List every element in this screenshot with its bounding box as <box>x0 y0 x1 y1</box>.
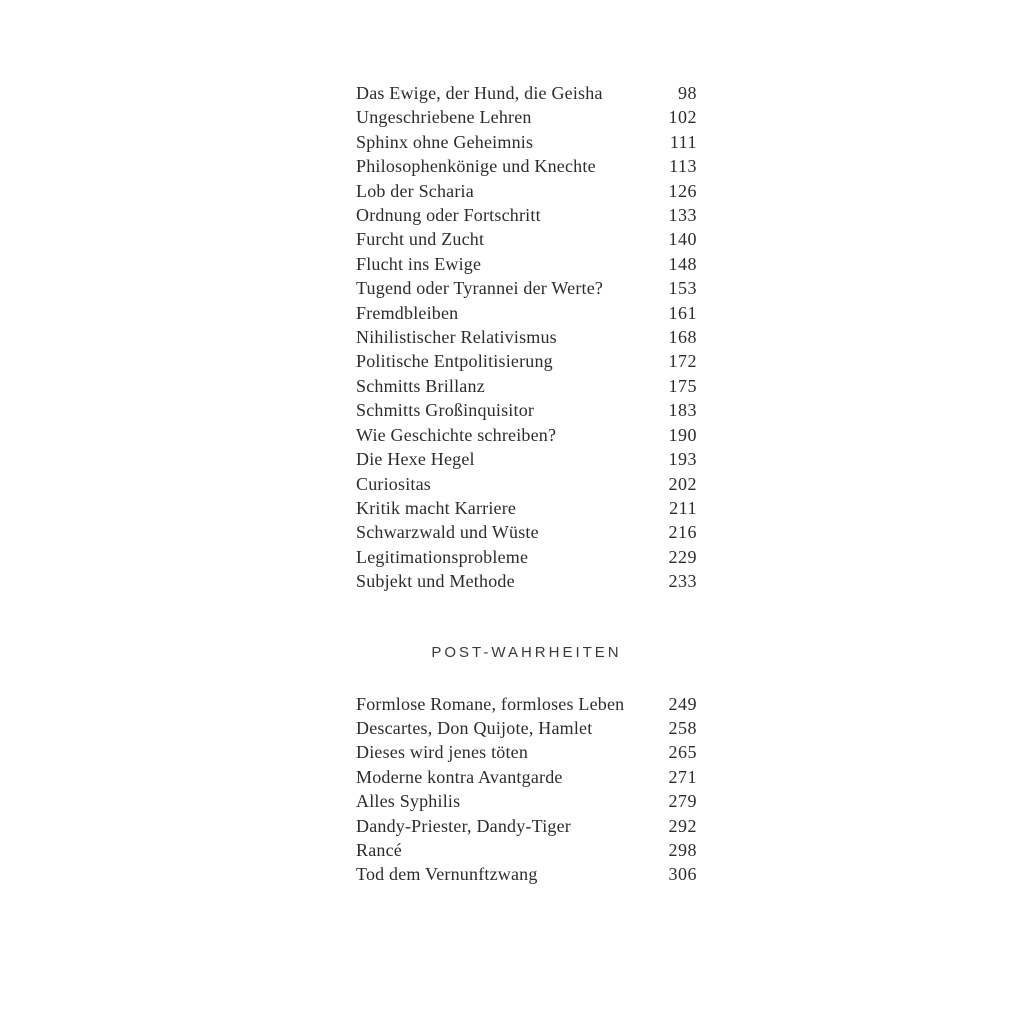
entry-title: Philosophenkönige und Knechte <box>356 156 596 177</box>
entry-title: Curiositas <box>356 473 432 494</box>
toc-entry <box>356 203 697 227</box>
entry-title: Alles Syphilis <box>356 791 461 812</box>
entry-page-number: 249 <box>668 693 697 714</box>
toc-entry <box>356 692 697 716</box>
toc-entry <box>356 105 697 129</box>
toc-entry <box>356 154 697 178</box>
entry-page-number: 168 <box>668 327 697 348</box>
entry-page-number: 292 <box>668 815 697 836</box>
entry-page-number: 216 <box>668 522 697 543</box>
entry-title: Ordnung oder Fortschritt <box>356 205 541 226</box>
toc-entry <box>356 496 697 520</box>
entry-page-number: 258 <box>668 717 697 738</box>
entry-page-number: 133 <box>668 205 697 226</box>
table-of-contents <box>356 81 697 887</box>
entry-page-number: 265 <box>668 742 697 763</box>
entry-title: Politische Entpolitisierung <box>356 351 553 372</box>
entry-page-number: 271 <box>668 766 697 787</box>
entry-page-number: 172 <box>668 351 697 372</box>
toc-entry <box>356 301 697 325</box>
entry-page-number: 113 <box>669 156 697 177</box>
entry-title: Dandy-Priester, Dandy-Tiger <box>356 815 571 836</box>
toc-entry <box>356 252 697 276</box>
toc-entry <box>356 374 697 398</box>
toc-entry <box>356 765 697 789</box>
entry-title: Lob der Scharia <box>356 180 474 201</box>
entry-title: Formlose Romane, formloses Leben <box>356 693 625 714</box>
toc-section <box>356 644 697 887</box>
entry-title: Schmitts Brillanz <box>356 375 485 396</box>
toc-entry <box>356 545 697 569</box>
entry-title: Moderne kontra Avantgarde <box>356 766 563 787</box>
entry-title: Nihilistischer Relativismus <box>356 327 557 348</box>
entry-title: Die Hexe Hegel <box>356 449 475 470</box>
entry-page-number: 306 <box>668 864 697 885</box>
entry-page-number: 153 <box>668 278 697 299</box>
toc-entry <box>356 472 697 496</box>
entry-page-number: 211 <box>669 497 697 518</box>
entry-title: Flucht ins Ewige <box>356 253 482 274</box>
entry-title: Tugend oder Tyrannei der Werte? <box>356 278 604 299</box>
entry-title: Subjekt und Methode <box>356 571 515 592</box>
entry-page-number: 183 <box>668 400 697 421</box>
toc-entry <box>356 423 697 447</box>
toc-entry <box>356 789 697 813</box>
entry-title: Ungeschriebene Lehren <box>356 107 532 128</box>
entry-title: Furcht und Zucht <box>356 229 485 250</box>
entry-title: Sphinx ohne Geheimnis <box>356 131 534 152</box>
entry-title: Das Ewige, der Hund, die Geisha <box>356 83 603 103</box>
toc-entry <box>356 81 697 105</box>
entry-title: Tod dem Vernunftzwang <box>356 864 538 885</box>
entry-page-number: 148 <box>668 253 697 274</box>
toc-entry <box>356 276 697 300</box>
entry-title: Rancé <box>356 839 402 860</box>
entry-page-number: 298 <box>668 839 697 860</box>
entry-page-number: 98 <box>678 83 697 103</box>
entry-title: Wie Geschichte schreiben? <box>356 424 557 445</box>
toc-entry <box>356 862 697 886</box>
entry-title: Descartes, Don Quijote, Hamlet <box>356 717 593 738</box>
toc-section <box>356 81 697 594</box>
toc-entry <box>356 398 697 422</box>
toc-entry <box>356 447 697 471</box>
entry-page-number: 161 <box>668 302 697 323</box>
entry-page-number: 111 <box>669 131 697 152</box>
toc-entry <box>356 716 697 740</box>
toc-entry <box>356 838 697 862</box>
entry-title: Kritik macht Karriere <box>356 497 517 518</box>
entry-page-number: 102 <box>668 107 697 128</box>
toc-entry <box>356 814 697 838</box>
entry-title: Schwarzwald und Wüste <box>356 522 539 543</box>
toc-entry <box>356 349 697 373</box>
section-heading: POST-WAHRHEITEN <box>431 643 622 661</box>
toc-entry <box>356 130 697 154</box>
entry-page-number: 126 <box>668 180 697 201</box>
entry-page-number: 193 <box>668 449 697 470</box>
entry-page-number: 233 <box>668 571 697 592</box>
entry-title: Schmitts Großinquisitor <box>356 400 535 421</box>
toc-entry <box>356 520 697 544</box>
entry-page-number: 140 <box>668 229 697 250</box>
toc-entry <box>356 227 697 251</box>
entry-page-number: 190 <box>668 424 697 445</box>
entry-title: Fremdbleiben <box>356 302 459 323</box>
entry-page-number: 175 <box>668 375 697 396</box>
entry-title: Dieses wird jenes töten <box>356 742 529 763</box>
entry-page-number: 279 <box>668 791 697 812</box>
toc-entry <box>356 325 697 349</box>
entry-title: Legitimationsprobleme <box>356 546 529 567</box>
entry-page-number: 229 <box>668 546 697 567</box>
toc-entry <box>356 569 697 593</box>
entry-page-number: 202 <box>668 473 697 494</box>
toc-entry <box>356 740 697 764</box>
toc-entry <box>356 179 697 203</box>
